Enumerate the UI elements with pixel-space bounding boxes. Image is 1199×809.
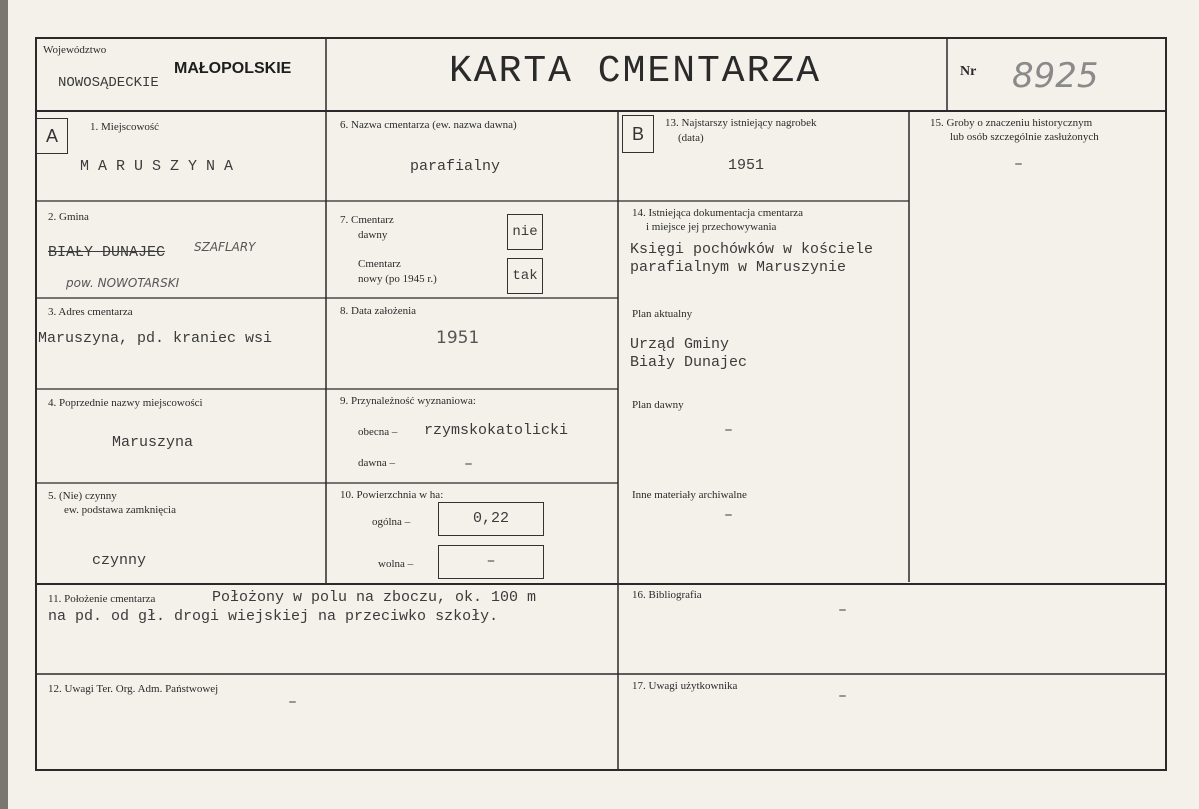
f2-value-hand2: pow. NOWOTARSKI: [66, 276, 180, 290]
f14-label2: i miejsce jej przechowywania: [646, 221, 777, 233]
f2-value-hand: SZAFLARY: [194, 240, 256, 254]
f8-label: 8. Data założenia: [340, 305, 417, 317]
f13-label2: (data): [678, 132, 704, 144]
f4-value: Maruszyna: [112, 434, 194, 451]
f10-wolna-box: –: [438, 545, 544, 579]
f5-label: 5. (Nie) czynny: [48, 490, 117, 502]
f15-value: –: [1014, 156, 1024, 173]
f8-value: 1951: [436, 328, 480, 348]
f7-nowy-label2: nowy (po 1945 r.): [358, 273, 437, 285]
inne-materialy-value: –: [724, 507, 734, 524]
f10-ogolna-box: 0,22: [438, 502, 544, 536]
f7-nowy-box: tak: [507, 258, 543, 294]
f9-dawna-label: dawna –: [358, 457, 395, 469]
section-b-letter: B: [622, 115, 654, 153]
f2-label: 2. Gmina: [48, 211, 89, 223]
f15-label2: lub osób szczególnie zasłużonych: [950, 131, 1099, 143]
plan-dawny-label: Plan dawny: [632, 399, 684, 411]
f1-value: M A R U S Z Y N A: [80, 158, 234, 175]
f13-value: 1951: [728, 157, 765, 174]
f10-wolna-label: wolna –: [378, 558, 414, 570]
f14-value-line2: parafialnym w Maruszynie: [630, 259, 847, 276]
f1-label: 1. Miejscowość: [90, 121, 160, 133]
f17-value: –: [838, 688, 848, 705]
f3-value: Maruszyna, pd. kraniec wsi: [38, 330, 273, 347]
plan-aktualny-line2: Biały Dunajec: [630, 354, 748, 371]
f9-label: 9. Przynależność wyznaniowa:: [340, 395, 476, 407]
nr-label: Nr: [960, 64, 977, 79]
plan-aktualny-label: Plan aktualny: [632, 308, 693, 320]
f15-label: 15. Groby o znaczeniu historycznym: [930, 117, 1093, 129]
plan-aktualny-line1: Urząd Gminy: [630, 336, 730, 353]
f14-value-line1: Księgi pochówków w kościele: [630, 241, 874, 258]
f5-label2: ew. podstawa zamknięcia: [64, 504, 176, 516]
f10-label: 10. Powierzchnia w ha:: [340, 489, 444, 501]
f13-label: 13. Najstarszy istniejący nagrobek: [665, 117, 817, 129]
plan-dawny-value: –: [724, 422, 734, 439]
f16-label: 16. Bibliografia: [632, 589, 702, 601]
f6-label: 6. Nazwa cmentarza (ew. nazwa dawna): [340, 119, 517, 131]
wojewodztwo-old-value: NOWOSĄDECKIE: [58, 75, 159, 91]
f17-label: 17. Uwagi użytkownika: [632, 680, 738, 692]
f7-dawny-box: nie: [507, 214, 543, 250]
inne-materialy-label: Inne materiały archiwalne: [632, 489, 747, 501]
f9-dawna-value: –: [464, 456, 474, 473]
f12-value: –: [288, 694, 298, 711]
f11-label: 11. Położenie cmentarza: [48, 593, 156, 605]
f7-label: 7. Cmentarz: [340, 214, 394, 226]
nr-value: 8925: [1012, 56, 1099, 96]
f5-value: czynny: [92, 552, 147, 569]
f9-obecna-label: obecna –: [358, 426, 398, 438]
f16-value: –: [838, 602, 848, 619]
f3-label: 3. Adres cmentarza: [48, 306, 133, 318]
f12-label: 12. Uwagi Ter. Org. Adm. Państwowej: [48, 683, 219, 695]
card-title: KARTA CMENTARZA: [448, 50, 822, 93]
f9-obecna-value: rzymskokatolicki: [424, 422, 569, 439]
f11-value-line1: Położony w polu na zboczu, ok. 100 m: [212, 589, 537, 606]
f11-value-line2: na pd. od gł. drogi wiejskiej na przeciwko szkoły.: [48, 608, 499, 625]
f14-label: 14. Istniejąca dokumentacja cmentarza: [632, 207, 804, 219]
f7-nowy-label: Cmentarz: [358, 258, 401, 270]
section-a-letter: A: [36, 118, 68, 154]
wojewodztwo-label: Województwo: [43, 44, 107, 56]
f2-value-struck: BIAŁY DUNAJEC: [48, 244, 166, 261]
f10-ogolna-label: ogólna –: [372, 516, 411, 528]
f7-dawny-label: dawny: [358, 229, 388, 241]
f6-value: parafialny: [410, 158, 501, 175]
wojewodztwo-stamp: MAŁOPOLSKIE: [174, 60, 292, 77]
f4-label: 4. Poprzednie nazwy miejscowości: [48, 397, 203, 409]
